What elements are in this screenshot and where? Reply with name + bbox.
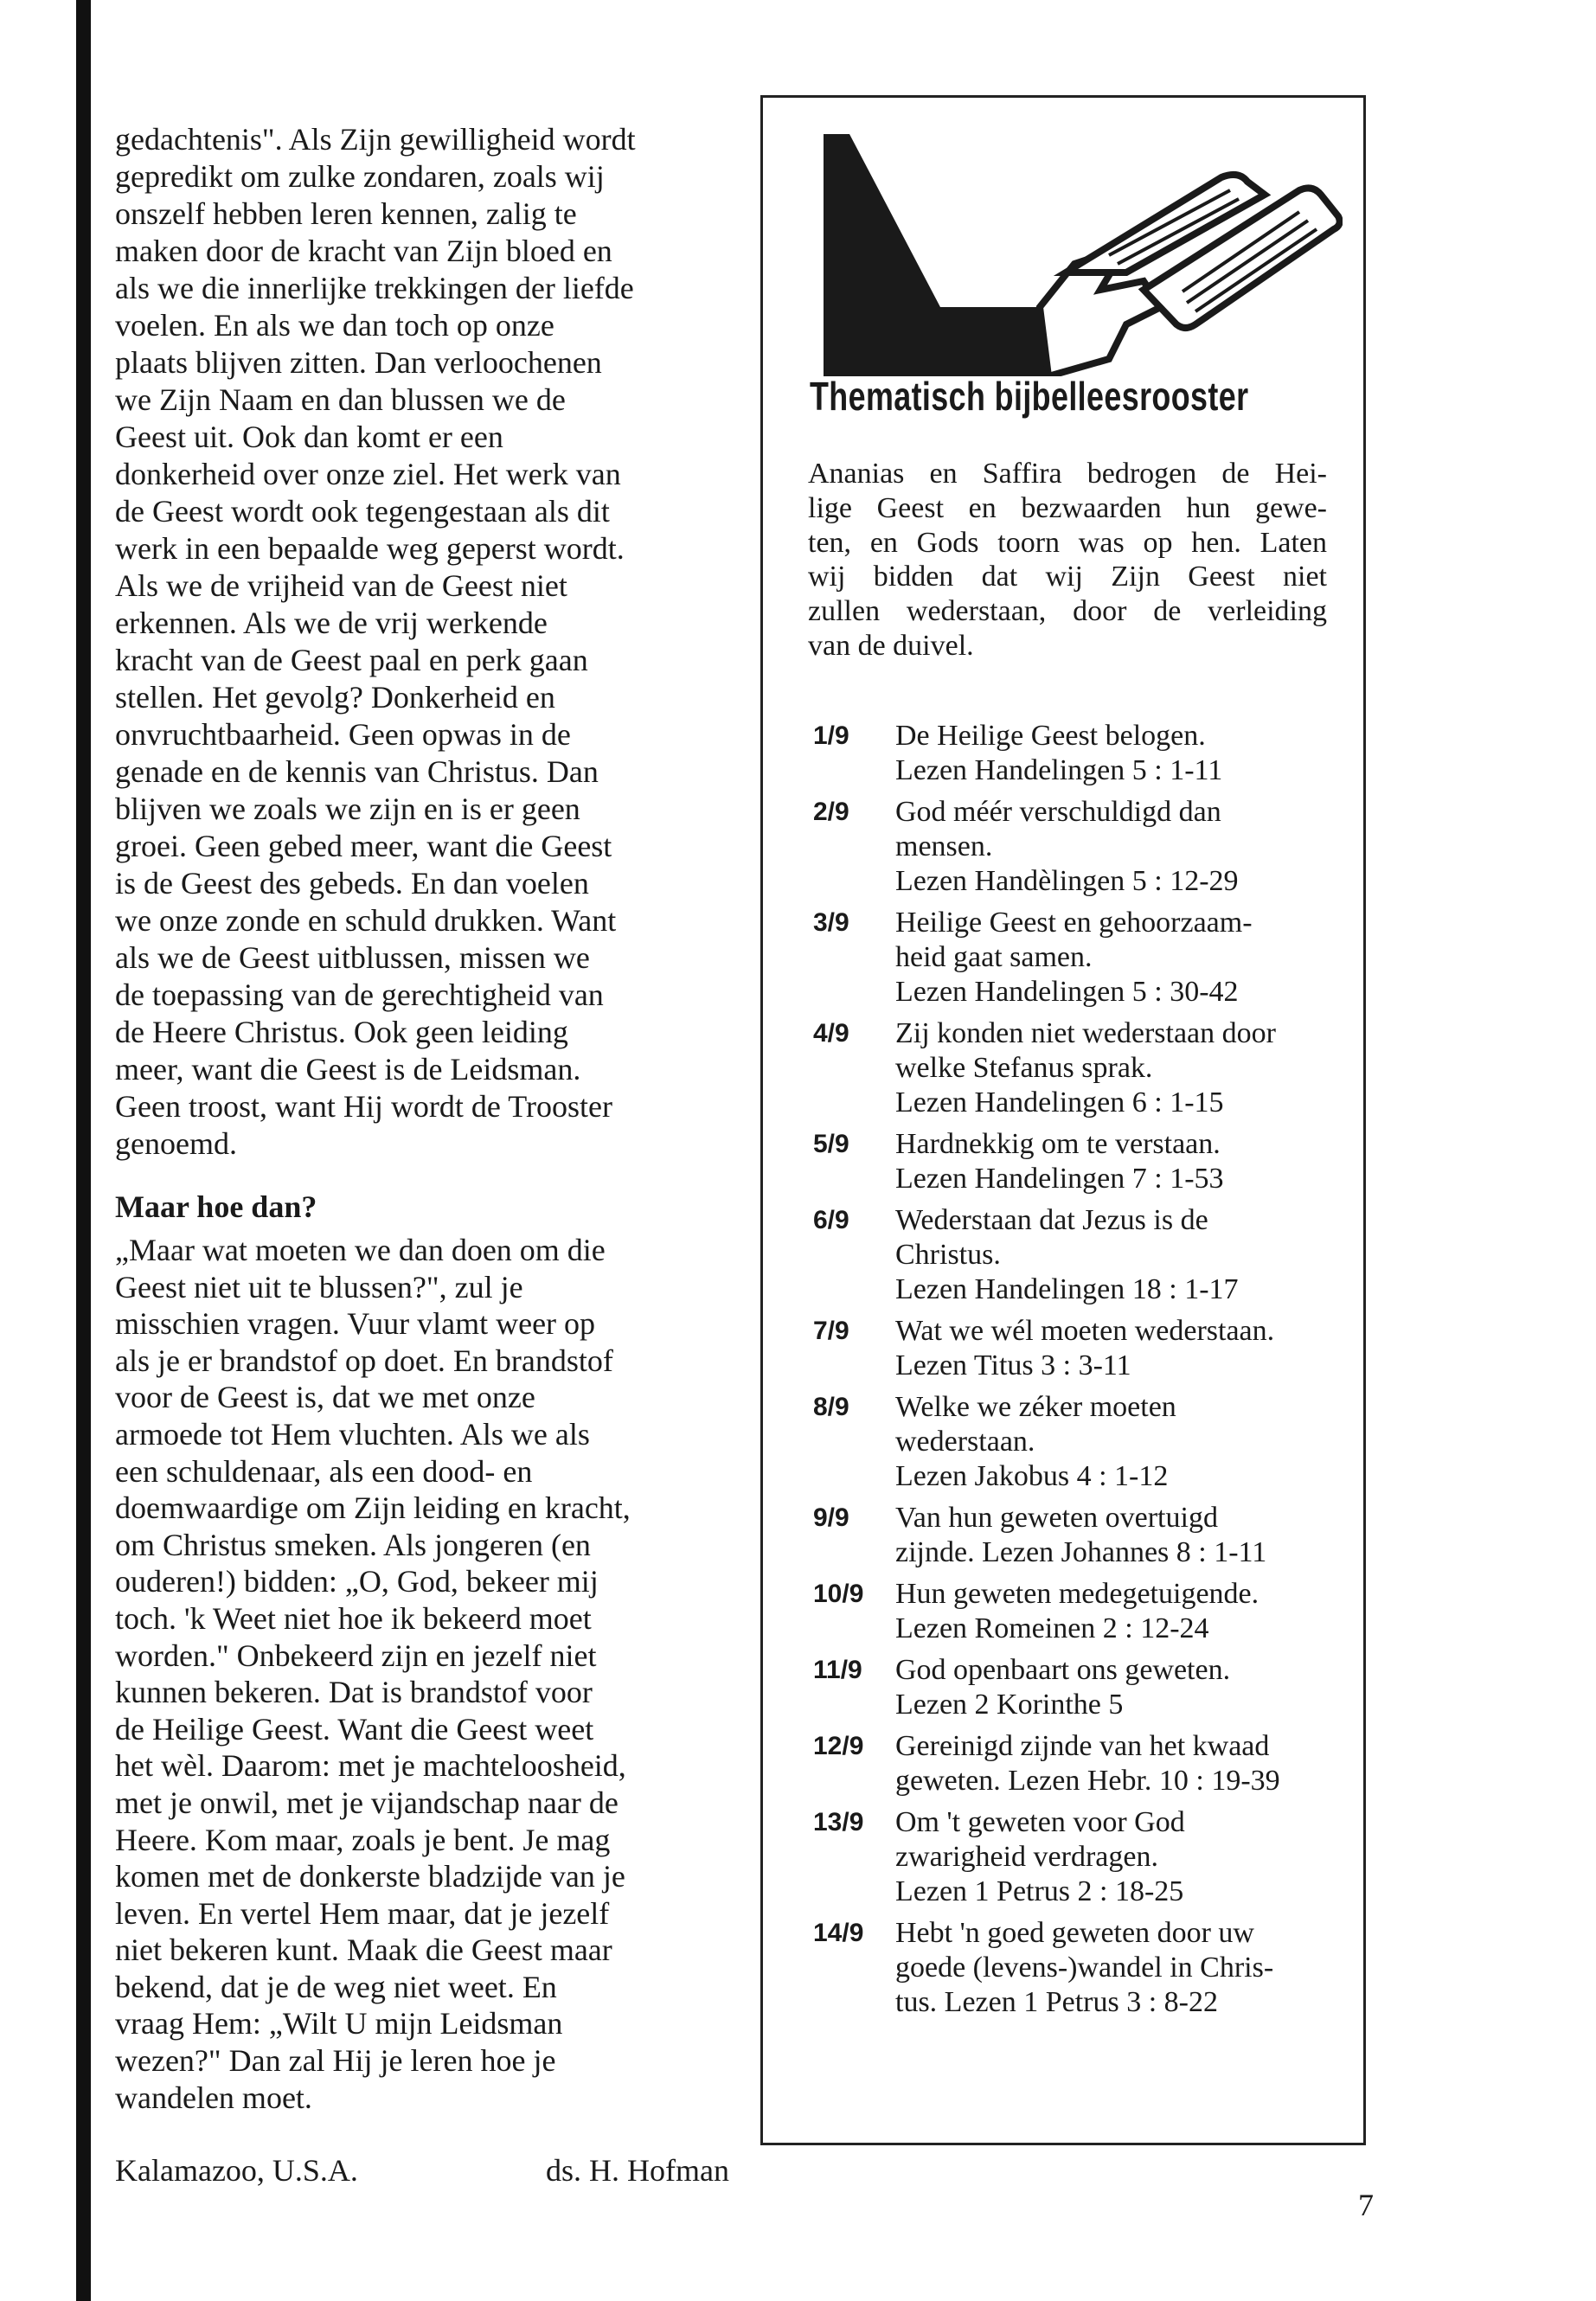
schedule-entry: [813, 795, 1332, 899]
schedule-date: 4/9: [813, 1019, 849, 1048]
text-line: „Maar wat moeten we dan doen om die: [115, 1233, 606, 1267]
schedule-entry: [813, 1390, 1332, 1494]
schedule-date: 2/9: [813, 798, 849, 826]
text-line: genade en de kennis van Christus. Dan: [115, 754, 599, 789]
text-line: donkerheid over onze ziel. Het werk van: [115, 457, 621, 491]
schedule-date: 3/9: [813, 908, 849, 937]
schedule-text: [895, 1916, 1273, 2020]
text-line: Lezen Jakobus 4 : 1-12: [895, 1460, 1169, 1492]
text-line: als je er brandstof op doet. En brandstof: [115, 1343, 613, 1378]
schedule-title: Thematisch bijbelleesrooster: [810, 374, 1249, 419]
text-line: Als we de vrijheid van de Geest niet: [115, 568, 567, 603]
schedule-date: 8/9: [813, 1393, 849, 1421]
text-line: worden." Onbekeerd zijn en jezelf niet: [115, 1638, 597, 1673]
text-line: voor de Geest is, dat we met onze: [115, 1380, 535, 1415]
text-line: zullen wederstaan, door de verleiding: [808, 595, 1327, 628]
schedule-text: [895, 906, 1253, 1009]
text-line: onvruchtbaarheid. Geen opwas in de: [115, 717, 571, 752]
text-line: om Christus smeken. Als jongeren (en: [115, 1527, 591, 1562]
text-line: Hebt 'n goed geweten door uw: [895, 1917, 1254, 1949]
text-line: kunnen bekeren. Dat is brandstof voor: [115, 1675, 593, 1710]
text-line: het wèl. Daarom: met je machteloosheid,: [115, 1748, 626, 1784]
schedule-entry: [813, 1127, 1332, 1196]
text-line: Lezen 2 Korinthe 5: [895, 1689, 1124, 1721]
schedule-text: [895, 1729, 1280, 1798]
text-line: Lezen Handelingen 6 : 1-15: [895, 1086, 1224, 1118]
text-line: Lezen Handelingen 5 : 1-11: [895, 754, 1223, 786]
text-line: met je onwil, met je vijandschap naar de: [115, 1785, 619, 1820]
text-line: Geest uit. Ook dan komt er een: [115, 420, 503, 454]
text-line: de toepassing van de gerechtigheid van: [115, 977, 604, 1012]
schedule-date: 5/9: [813, 1130, 849, 1158]
schedule-entry: [813, 1653, 1332, 1722]
schedule-text: [895, 795, 1239, 899]
text-line: Lezen Handelingen 5 : 30-42: [895, 976, 1239, 1008]
text-line: misschien vragen. Vuur vlamt weer op: [115, 1306, 596, 1342]
text-line: werk in een bepaalde weg geperst wordt.: [115, 531, 625, 566]
text-line: mensen.: [895, 830, 993, 862]
text-line: Hardnekkig om te verstaan.: [895, 1128, 1221, 1160]
text-line: Hun geweten medegetuigende.: [895, 1578, 1259, 1610]
text-line: voelen. En als we dan toch op onze: [115, 308, 554, 343]
text-line: wederstaan.: [895, 1426, 1035, 1458]
schedule-date: 6/9: [813, 1206, 849, 1234]
schedule-date: 10/9: [813, 1580, 864, 1608]
text-line: Geest niet uit te blussen?", zul je: [115, 1269, 523, 1304]
text-line: zijnde. Lezen Johannes 8 : 1-11: [895, 1536, 1267, 1568]
schedule-text: [895, 1390, 1176, 1494]
text-line: van de duivel.: [808, 629, 974, 662]
text-line: stellen. Het gevolg? Donkerheid en: [115, 680, 555, 715]
text-line: Lezen Handèlingen 5 : 12-29: [895, 865, 1239, 897]
text-line: heid gaat samen.: [895, 941, 1093, 973]
text-line: vraag Hem: „Wilt U mijn Leidsman: [115, 2006, 563, 2041]
schedule-entry: [813, 1501, 1332, 1570]
text-line: Lezen Handelingen 18 : 1-17: [895, 1273, 1239, 1305]
schedule-date: 13/9: [813, 1808, 864, 1836]
text-line: Ananias en Saffira bedrogen de Hei-: [808, 458, 1327, 490]
text-line: plaats blijven zitten. Dan verloochenen: [115, 345, 602, 380]
text-line: is de Geest des gebeds. En dan voelen: [115, 866, 589, 901]
text-line: toch. 'k Weet niet hoe ik bekeerd moet: [115, 1600, 592, 1636]
text-line: Gereinigd zijnde van het kwaad: [895, 1730, 1270, 1762]
text-line: Heere. Kom maar, zoals je bent. Je mag: [115, 1822, 611, 1857]
schedule-entry: [813, 1729, 1332, 1798]
text-line: wij bidden dat wij Zijn Geest niet: [808, 561, 1327, 593]
text-line: armoede tot Hem vluchten. Als we als: [115, 1416, 590, 1452]
text-line: gedachtenis". Als Zijn gewilligheid wordt: [115, 122, 636, 157]
text-line: bekend, dat je de weg niet weet. En: [115, 1969, 557, 2004]
schedule-text: [895, 1653, 1230, 1722]
text-line: de Geest wordt ook tegengestaan als dit: [115, 494, 610, 529]
text-line: komen met de donkerste bladzijde van je: [115, 1859, 625, 1894]
text-line: als we die innerlijke trekkingen der liefde: [115, 271, 634, 305]
text-line: Wederstaan dat Jezus is de: [895, 1204, 1208, 1236]
schedule-entry: [813, 1203, 1332, 1307]
text-line: welke Stefanus sprak.: [895, 1052, 1153, 1084]
schedule-intro: [808, 457, 1327, 663]
text-line: De Heilige Geest belogen.: [895, 720, 1206, 752]
text-line: erkennen. Als we de vrij werkende: [115, 606, 548, 640]
schedule-entry: [813, 1916, 1332, 2020]
text-line: Lezen Handelingen 7 : 1-53: [895, 1163, 1224, 1195]
text-line: we onze zonde en schuld drukken. Want: [115, 903, 617, 938]
schedule-date: 9/9: [813, 1503, 849, 1532]
page-number: 7: [1358, 2188, 1374, 2222]
schedule-text: [895, 1577, 1259, 1646]
schedule-date: 7/9: [813, 1317, 849, 1345]
bible-hand-illustration: [815, 108, 1343, 376]
text-line: Lezen 1 Petrus 2 : 18-25: [895, 1875, 1184, 1907]
signature-author: ds. H. Hofman: [546, 2153, 729, 2189]
schedule-list: [813, 719, 1332, 2027]
schedule-entry: [813, 1016, 1332, 1120]
text-line: Lezen Titus 3 : 3-11: [895, 1349, 1131, 1381]
text-line: als we de Geest uitblussen, missen we: [115, 940, 590, 975]
text-line: tus. Lezen 1 Petrus 3 : 8-22: [895, 1986, 1218, 2018]
text-line: God méér verschuldigd dan: [895, 796, 1221, 828]
schedule-text: [895, 1016, 1276, 1120]
text-line: wandelen moet.: [115, 2080, 312, 2115]
schedule-text: [895, 1805, 1185, 1909]
text-line: ouderen!) bidden: „O, God, bekeer mij: [115, 1564, 599, 1599]
schedule-date: 1/9: [813, 721, 849, 750]
schedule-text: [895, 1203, 1239, 1307]
signature: [115, 2152, 729, 2189]
schedule-date: 14/9: [813, 1919, 864, 1947]
text-line: groei. Geen gebed meer, want die Geest: [115, 829, 612, 863]
text-line: Christus.: [895, 1239, 1001, 1271]
text-line: Heilige Geest en gehoorzaam-: [895, 907, 1253, 939]
text-line: Om 't geweten voor God: [895, 1806, 1185, 1838]
article-column: [115, 121, 729, 2189]
schedule-date: 11/9: [813, 1656, 862, 1684]
schedule-entry: [813, 719, 1332, 788]
schedule-text: [895, 719, 1222, 788]
reading-schedule-box: [760, 95, 1366, 2145]
schedule-text: [895, 1501, 1266, 1570]
text-line: maken door de kracht van Zijn bloed en: [115, 234, 612, 268]
text-line: ten, en Gods toorn was op hen. Laten: [808, 526, 1327, 559]
text-line: blijven we zoals we zijn en is er geen: [115, 792, 580, 826]
text-line: wezen?" Dan zal Hij je leren hoe je: [115, 2043, 556, 2079]
signature-place: Kalamazoo, U.S.A.: [115, 2153, 358, 2189]
page-binding-edge: [76, 0, 91, 2301]
schedule-text: [895, 1314, 1274, 1383]
text-line: gepredikt om zulke zondaren, zoals wij: [115, 159, 605, 194]
text-line: leven. En vertel Hem maar, dat je jezelf: [115, 1895, 610, 1931]
article-paragraph-2: [115, 1232, 729, 2116]
text-line: zwarigheid verdragen.: [895, 1841, 1158, 1873]
text-line: Welke we zéker moeten: [895, 1391, 1176, 1423]
section-heading: Maar hoe dan?: [115, 1189, 317, 1224]
text-line: niet bekeren kunt. Maak die Geest maar: [115, 1932, 612, 1968]
text-line: kracht van de Geest paal en perk gaan: [115, 643, 588, 677]
text-line: genoemd.: [115, 1126, 237, 1161]
text-line: Geen troost, want Hij wordt de Trooster: [115, 1089, 612, 1124]
text-line: de Heere Christus. Ook geen leiding: [115, 1015, 568, 1049]
schedule-entry: [813, 1577, 1332, 1646]
text-line: doemwaardige om Zijn leiding en kracht,: [115, 1490, 631, 1526]
schedule-text: [895, 1127, 1224, 1196]
schedule-date: 12/9: [813, 1732, 864, 1760]
article-paragraph-1: [115, 121, 729, 1163]
text-line: Wat we wél moeten wederstaan.: [895, 1315, 1275, 1347]
schedule-entry: [813, 1314, 1332, 1383]
text-line: lige Geest en bezwaarden hun gewe-: [808, 491, 1327, 524]
text-line: Zij konden niet wederstaan door: [895, 1017, 1276, 1049]
text-line: een schuldenaar, als een dood- en: [115, 1453, 533, 1489]
schedule-entry: [813, 1805, 1332, 1909]
text-line: meer, want die Geest is de Leidsman.: [115, 1052, 581, 1086]
schedule-entry: [813, 906, 1332, 1009]
text-line: Lezen Romeinen 2 : 12-24: [895, 1612, 1209, 1644]
text-line: goede (levens-)wandel in Chris-: [895, 1952, 1274, 1984]
text-line: geweten. Lezen Hebr. 10 : 19-39: [895, 1765, 1280, 1797]
text-line: de Heilige Geest. Want die Geest weet: [115, 1711, 594, 1747]
text-line: we Zijn Naam en dan blussen we de: [115, 382, 566, 417]
text-line: onszelf hebben leren kennen, zalig te: [115, 196, 577, 231]
text-line: God openbaart ons geweten.: [895, 1654, 1231, 1686]
text-line: Van hun geweten overtuigd: [895, 1502, 1218, 1534]
